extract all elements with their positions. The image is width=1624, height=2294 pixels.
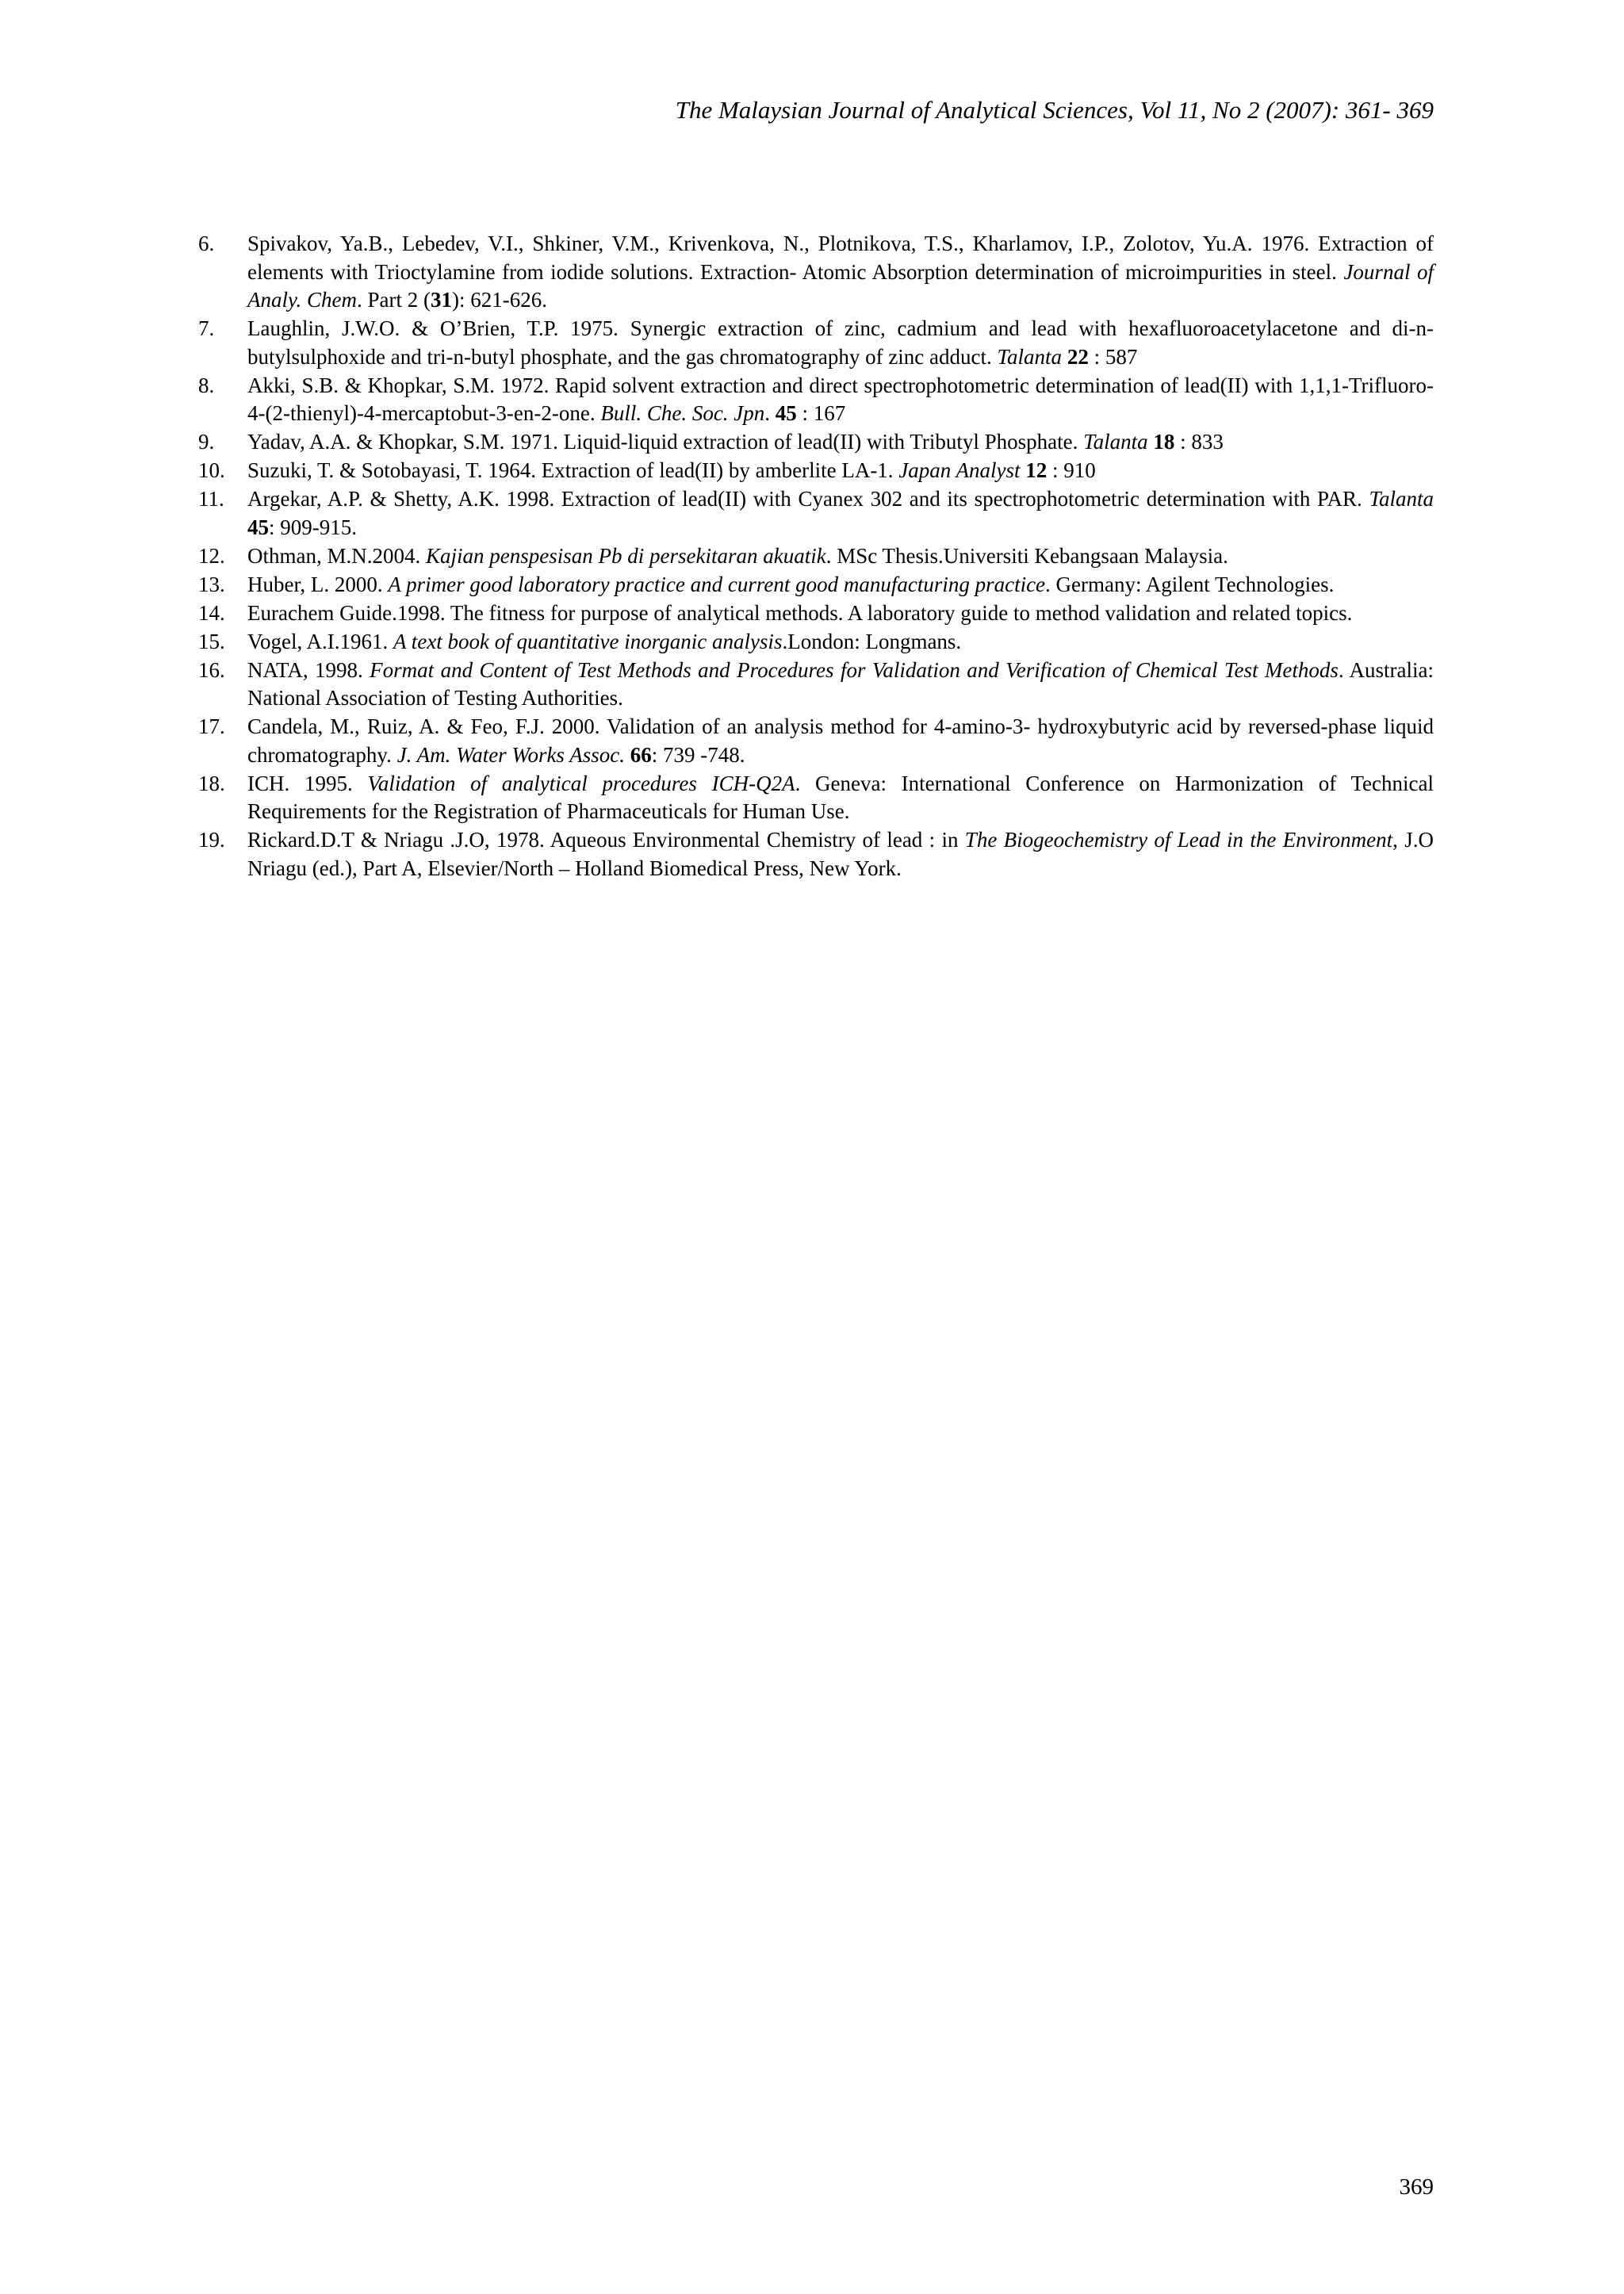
reference-italic-segment: Talanta bbox=[1369, 487, 1434, 511]
reference-segment: : 909-915. bbox=[269, 515, 357, 539]
reference-text bbox=[247, 770, 1434, 826]
reference-number: 7. bbox=[198, 316, 215, 340]
reference-text bbox=[247, 628, 1434, 657]
reference-number: 16. bbox=[198, 657, 225, 682]
reference-segment: Candela, M., Ruiz, A. & Feo, F.J. 2000. Validation of an analysis method for 4-amino-3- hydroxybutyric acid by reversed-phase liquid chromatography. bbox=[247, 714, 1434, 767]
reference-item bbox=[198, 372, 1434, 428]
reference-item bbox=[198, 542, 1434, 571]
reference-bold-segment: 12 bbox=[1025, 458, 1048, 482]
reference-italic-segment: A primer good laboratory practice and current good manufacturing practice bbox=[388, 572, 1046, 596]
reference-item bbox=[198, 599, 1434, 628]
reference-text bbox=[247, 230, 1434, 315]
reference-segment: Spivakov, Ya.B., Lebedev, V.I., Shkiner, V.M., Krivenkova, N., Plotnikova, T.S., Kharlamov, I.P., Zolotov, Yu.A. 1976. Extraction of elements with Trioctylamine from iodide solutions. Extraction- Atomic Absorption determination of microimpurities in steel. bbox=[247, 232, 1434, 284]
reference-item bbox=[198, 628, 1434, 657]
reference-bold-segment: 18 bbox=[1153, 430, 1175, 454]
reference-segment: : 587 bbox=[1088, 344, 1138, 369]
reference-text bbox=[247, 372, 1434, 428]
reference-text bbox=[247, 657, 1434, 713]
reference-segment: Othman, M.N.2004. bbox=[247, 543, 426, 568]
reference-segment: Yadav, A.A. & Khopkar, S.M. 1971. Liquid-liquid extraction of lead(II) with Tributyl Phosphate. bbox=[247, 430, 1084, 454]
reference-segment bbox=[625, 743, 630, 767]
reference-bold-segment: 45 bbox=[775, 401, 797, 425]
reference-segment: Huber, L. 2000. bbox=[247, 572, 389, 596]
reference-number: 8. bbox=[198, 373, 215, 397]
reference-text bbox=[247, 713, 1434, 769]
reference-italic-segment: Talanta bbox=[1083, 430, 1148, 454]
reference-number: 13. bbox=[198, 572, 225, 596]
reference-item bbox=[198, 315, 1434, 371]
reference-number: 14. bbox=[198, 600, 225, 625]
reference-italic-segment: The Biogeochemistry of Lead in the Environment bbox=[964, 828, 1393, 852]
page-number: 369 bbox=[1399, 2174, 1434, 2200]
reference-italic-segment: Japan Analyst bbox=[898, 458, 1021, 482]
reference-text bbox=[247, 457, 1434, 485]
reference-segment: . Geneva: International Conference on Harmonization of Technical Requirements for the Registration of Pharmaceuticals for Human Use. bbox=[247, 771, 1434, 823]
reference-segment: .London: Longmans. bbox=[782, 629, 962, 653]
reference-italic-segment: Journal of Analy. Chem bbox=[247, 259, 1434, 312]
reference-item bbox=[198, 485, 1434, 542]
reference-number: 10. bbox=[198, 458, 225, 482]
reference-segment: ): 621-626. bbox=[451, 288, 547, 312]
reference-segment: NATA, 1998. bbox=[247, 657, 370, 682]
reference-text bbox=[247, 542, 1434, 571]
reference-segment: Argekar, A.P. & Shetty, A.K. 1998. Extraction of lead(II) with Cyanex 302 and its spectrophotometric determination with PAR. bbox=[247, 487, 1369, 511]
reference-item bbox=[198, 713, 1434, 769]
reference-item bbox=[198, 457, 1434, 485]
reference-italic-segment: Bull. Che. Soc. Jpn bbox=[600, 401, 765, 425]
reference-text bbox=[247, 599, 1434, 628]
reference-segment: . Part 2 ( bbox=[356, 288, 431, 312]
reference-item bbox=[198, 571, 1434, 599]
reference-italic-segment: J. Am. Water Works Assoc. bbox=[396, 742, 625, 767]
reference-item bbox=[198, 657, 1434, 713]
reference-bold-segment: 31 bbox=[430, 288, 452, 312]
reference-bold-segment: 22 bbox=[1067, 344, 1089, 369]
reference-segment: : 833 bbox=[1174, 430, 1224, 454]
reference-number: 11. bbox=[198, 487, 224, 511]
reference-bold-segment: 66 bbox=[630, 742, 652, 767]
reference-segment: : 910 bbox=[1047, 458, 1096, 482]
reference-text bbox=[247, 571, 1434, 599]
reference-italic-segment: Format and Content of Test Methods and Procedures for Validation and Verification of Chemical Test Methods bbox=[370, 657, 1339, 682]
reference-number: 19. bbox=[198, 828, 225, 852]
reference-segment: Akki, S.B. & Khopkar, S.M. 1972. Rapid solvent extraction and direct spectrophotometric determination of lead(II) with 1,1,1-Trifluoro-4-(2-thienyl)-4-mercaptobut-3-en-2-one. bbox=[247, 373, 1434, 425]
reference-segment: ICH. 1995. bbox=[247, 771, 368, 795]
reference-italic-segment: Kajian penspesisan Pb di persekitaran akuatik bbox=[426, 543, 826, 568]
reference-bold-segment: 45 bbox=[247, 515, 269, 539]
reference-text bbox=[247, 826, 1434, 883]
reference-segment bbox=[1062, 345, 1067, 369]
reference-number: 18. bbox=[198, 771, 225, 795]
reference-item bbox=[198, 826, 1434, 883]
reference-segment: : 167 bbox=[796, 401, 846, 425]
reference-segment: Eurachem Guide.1998. The fitness for purpose of analytical methods. A laboratory guide to method validation and related topics. bbox=[247, 600, 1353, 625]
reference-segment: Vogel, A.I.1961. bbox=[247, 629, 394, 653]
reference-item bbox=[198, 770, 1434, 826]
reference-list bbox=[198, 230, 1434, 883]
reference-segment: . Germany: Agilent Technologies. bbox=[1045, 572, 1335, 596]
reference-segment: Rickard.D.T & Nriagu .J.O, 1978. Aqueous Environmental Chemistry of lead : in bbox=[247, 828, 965, 852]
reference-text bbox=[247, 428, 1434, 457]
reference-segment: . bbox=[764, 401, 776, 425]
reference-italic-segment: A text book of quantitative inorganic analysis bbox=[393, 629, 783, 653]
reference-text bbox=[247, 315, 1434, 371]
reference-italic-segment: Talanta bbox=[997, 344, 1063, 369]
reference-number: 6. bbox=[198, 232, 215, 255]
reference-segment: Laughlin, J.W.O. & O’Brien, T.P. 1975. Synergic extraction of zinc, cadmium and lead with hexafluoroacetylacetone and di-n-butylsulphoxide and tri-n-butyl phosphate, and the gas chromatography of zinc adduct. bbox=[247, 316, 1434, 369]
reference-number: 9. bbox=[198, 430, 215, 454]
reference-number: 15. bbox=[198, 629, 225, 653]
reference-number: 17. bbox=[198, 714, 225, 738]
reference-segment: : 739 -748. bbox=[651, 742, 745, 767]
reference-text bbox=[247, 485, 1434, 542]
reference-segment: Suzuki, T. & Sotobayasi, T. 1964. Extraction of lead(II) by amberlite LA-1. bbox=[247, 458, 899, 482]
running-header: The Malaysian Journal of Analytical Sciences, Vol 11, No 2 (2007): 361- 369 bbox=[675, 96, 1434, 124]
reference-item bbox=[198, 428, 1434, 457]
reference-item bbox=[198, 230, 1434, 315]
reference-number: 12. bbox=[198, 543, 225, 568]
reference-italic-segment: Validation of analytical procedures ICH-Q2A bbox=[367, 771, 795, 795]
reference-segment: . Australia: National Association of Testing Authorities. bbox=[247, 657, 1434, 710]
reference-segment: , J.O Nriagu (ed.), Part A, Elsevier/North – Holland Biomedical Press, New York. bbox=[247, 828, 1434, 880]
reference-segment: . MSc Thesis.Universiti Kebangsaan Malaysia. bbox=[825, 543, 1228, 568]
